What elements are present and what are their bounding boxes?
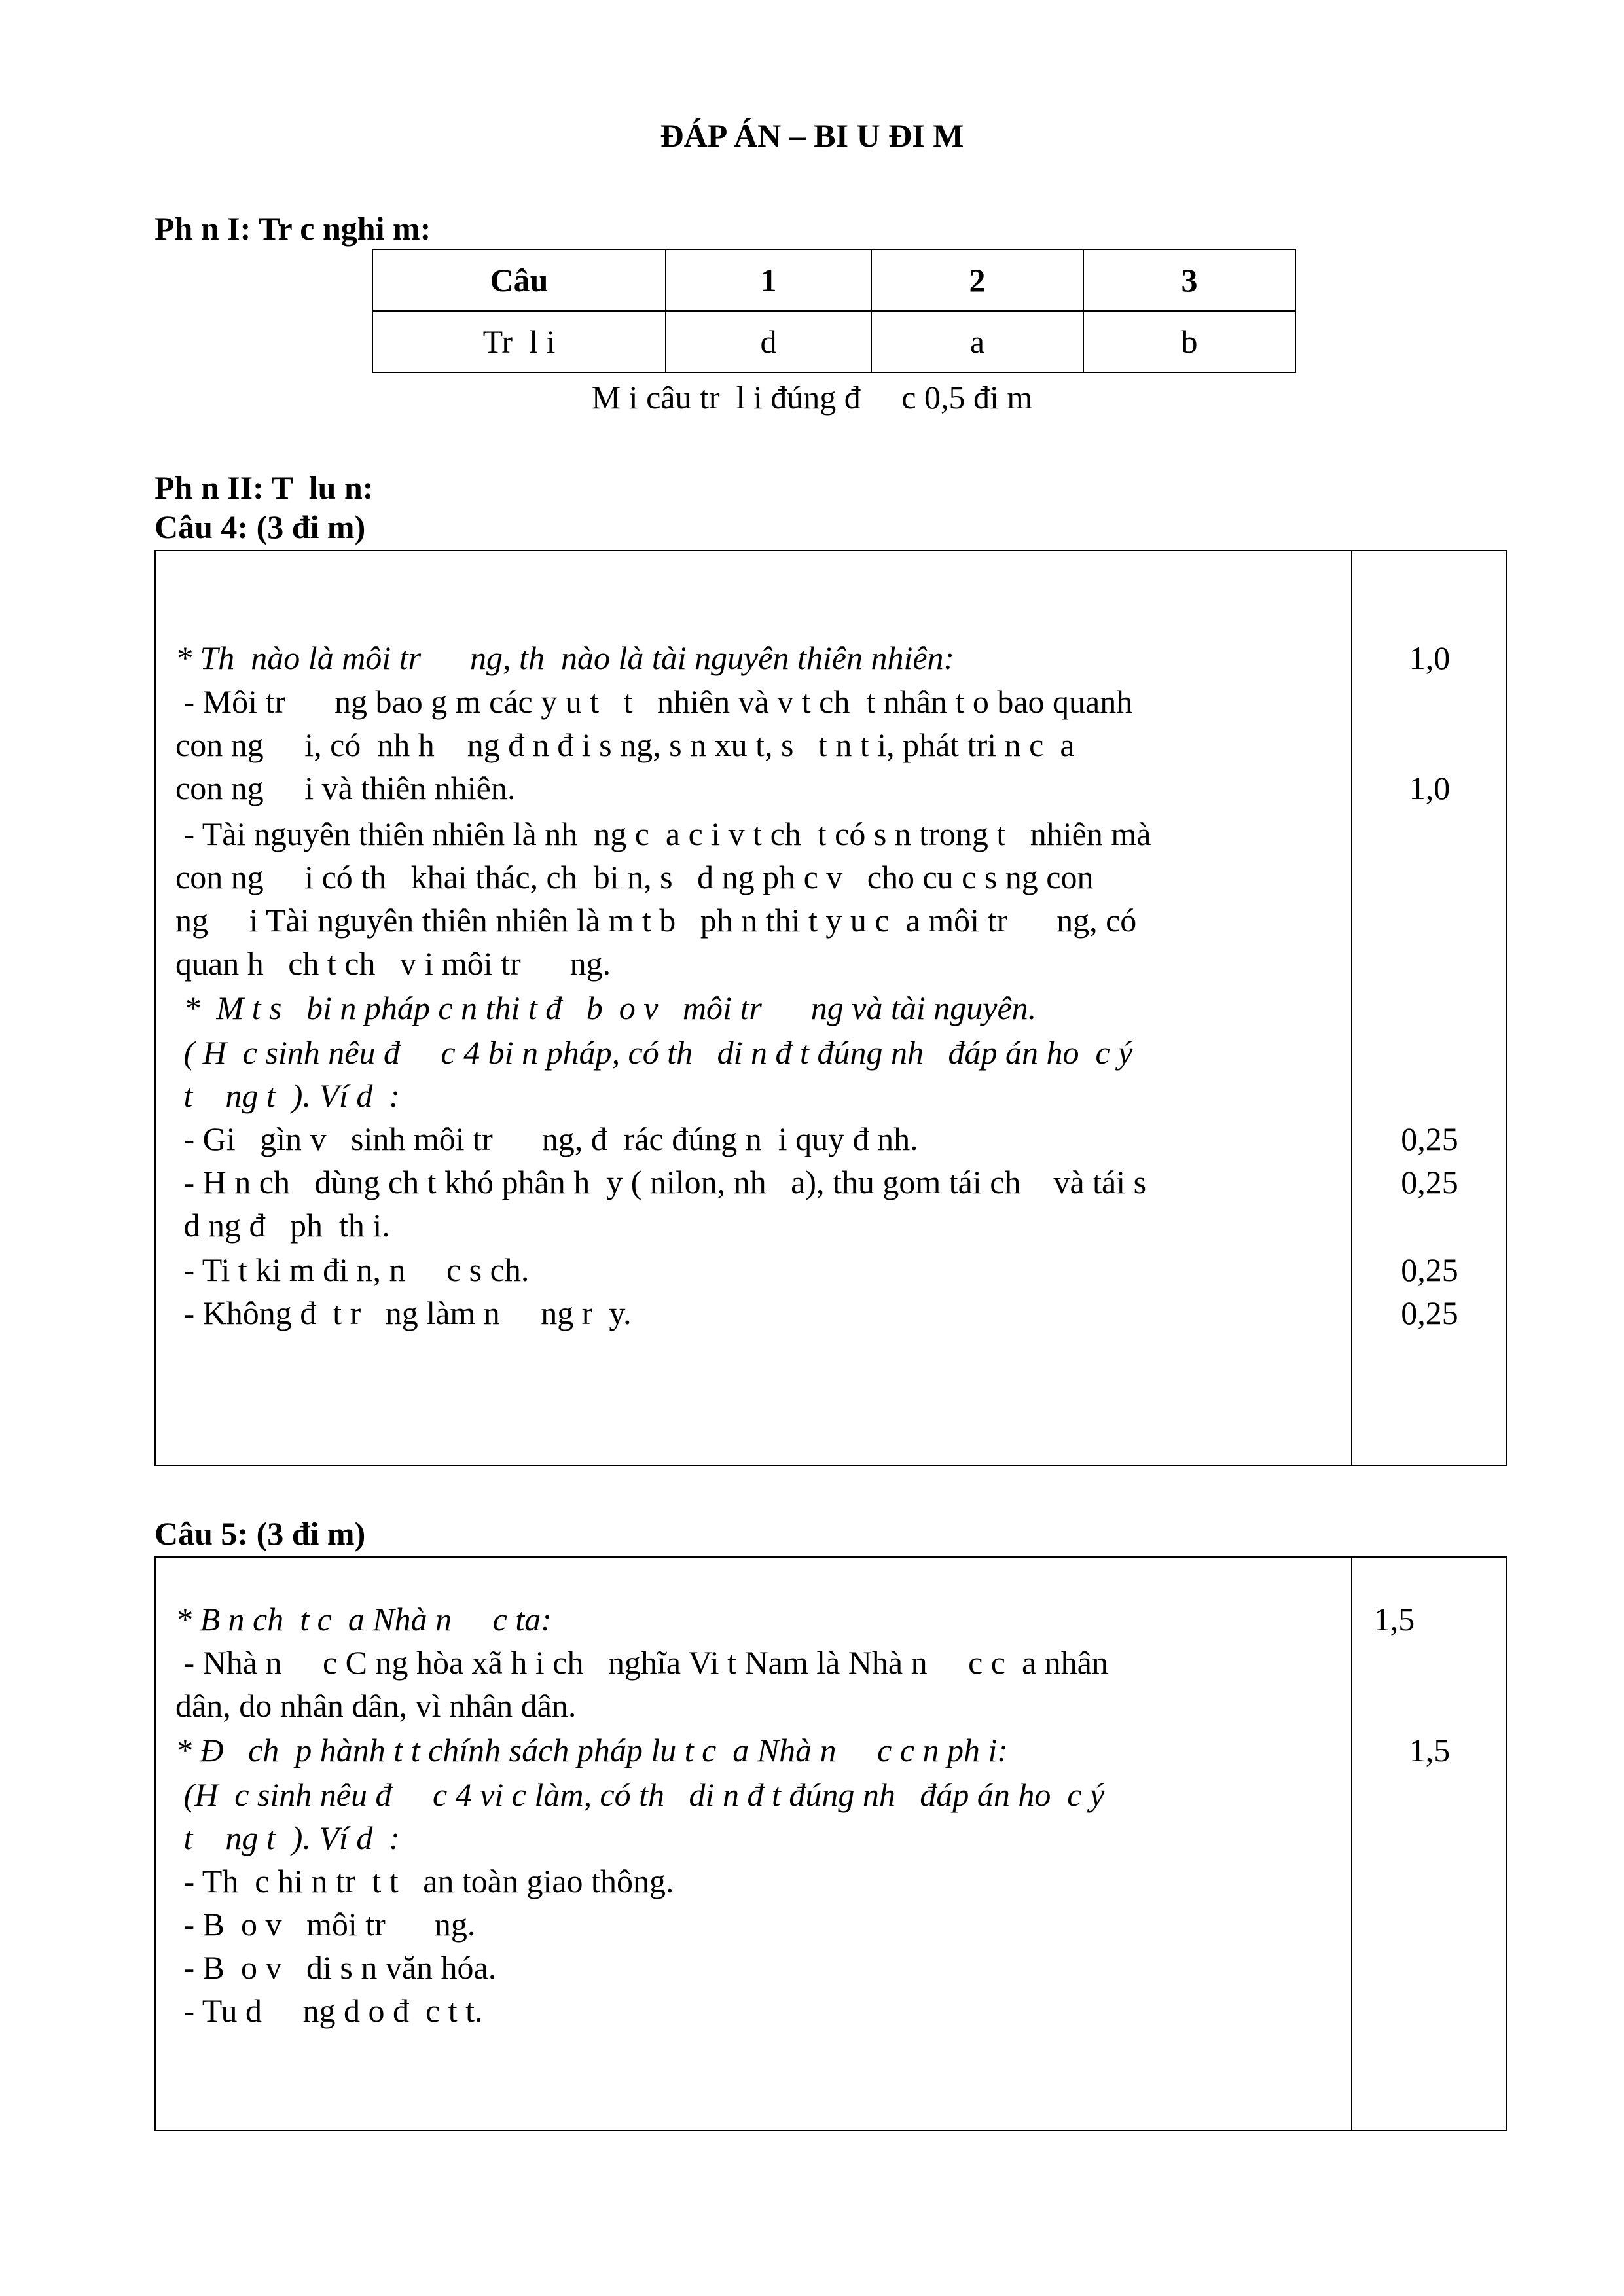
q5-line: t ng t ). Ví d :	[175, 1820, 401, 1856]
q4-points: 1,0	[1409, 770, 1451, 806]
page-title: ĐÁP ÁN – BI U ĐI M	[660, 117, 964, 154]
part2-heading: Ph n II: T lu n:	[154, 469, 374, 506]
q4-points: 0,25	[1401, 1295, 1458, 1331]
table-cell: a	[871, 311, 1083, 372]
table-cell: b	[1083, 311, 1295, 372]
q4-points: 0,25	[1401, 1121, 1458, 1157]
q4-line: - Tài nguyên thiên nhiên là nh ng c a c i v t ch t có s n trong t nhiên mà	[175, 816, 1151, 852]
q4-points: 0,25	[1401, 1251, 1458, 1288]
q4-line: - H n ch dùng ch t khó phân h y ( nilon, nh a), thu gom tái ch và tái s	[175, 1164, 1147, 1200]
q4-line: t ng t ). Ví d :	[175, 1077, 401, 1114]
q4-line: con ng i và thiên nhiên.	[175, 770, 516, 806]
q4-line: - Môi tr ng bao g m các y u t t nhiên và v t ch t nhân t o bao quanh	[175, 683, 1133, 720]
q5-points: 1,5	[1373, 1601, 1415, 1638]
question-5-heading: Câu 5: (3 đi m)	[154, 1515, 366, 1552]
table-header-cell: 1	[666, 249, 871, 311]
table-header-cell: Câu	[372, 249, 666, 311]
q4-line: con ng i, có nh h ng đ n đ i s ng, s n xu t, s t n t i, phát tri n c a	[175, 726, 1075, 763]
q4-line: - Không đ t r ng làm n ng r y.	[175, 1295, 632, 1331]
question-4-heading: Câu 4: (3 đi m)	[154, 509, 366, 545]
q5-line: - Nhà n c C ng hòa xã h i ch nghĩa Vi t Nam là Nhà n c c a nhân	[175, 1644, 1108, 1681]
answer-table-row	[372, 311, 1295, 372]
q4-line: - Ti t ki m đi n, n c s ch.	[175, 1251, 530, 1288]
q4-line: - Gi gìn v sinh môi tr ng, đ rác đúng n i quy đ nh.	[175, 1121, 918, 1157]
q5-line: - Tu d ng d o đ c t t.	[175, 1992, 483, 2029]
q5-line: dân, do nhân dân, vì nhân dân.	[175, 1687, 577, 1724]
scoring-note: M i câu tr l i đúng đ c 0,5 đi m	[591, 379, 1033, 416]
part1-heading: Ph n I: Tr c nghi m:	[154, 210, 431, 247]
q4-line: * M t s bi n pháp c n thi t đ b o v môi tr ng và tài nguyên.	[175, 990, 1037, 1026]
q4-line: ng i Tài nguyên thiên nhiên là m t b ph n thi t y u c a môi tr ng, có	[175, 902, 1137, 939]
q4-points: 1,0	[1409, 639, 1451, 676]
q4-line: con ng i có th khai thác, ch bi n, s d ng ph c v cho cu c s ng con	[175, 859, 1094, 895]
q4-points: 0,25	[1401, 1164, 1458, 1200]
table-header-cell: 3	[1083, 249, 1295, 311]
table-header-cell: 2	[871, 249, 1083, 311]
q5-line: * B n ch t c a Nhà n c ta:	[175, 1601, 552, 1638]
q4-line: quan h ch t ch v i môi tr ng.	[175, 945, 611, 982]
q5-points: 1,5	[1409, 1732, 1451, 1768]
table-cell: Tr l i	[372, 311, 666, 372]
q4-line: * Th nào là môi tr ng, th nào là tài nguyên thiên nhiên:	[175, 639, 955, 676]
q4-line: d ng đ ph th i.	[175, 1207, 390, 1244]
answer-table	[372, 249, 1296, 373]
answer-table-header-row	[372, 249, 1295, 311]
q4-line: ( H c sinh nêu đ c 4 bi n pháp, có th di n đ t đúng nh đáp án ho c ý	[175, 1034, 1133, 1071]
q5-line: * Đ ch p hành t t chính sách pháp lu t c a Nhà n c c n ph i:	[175, 1732, 1009, 1768]
q5-line: - B o v di s n văn hóa.	[175, 1949, 497, 1986]
q5-line: - Th c hi n tr t t an toàn giao thông.	[175, 1863, 674, 1899]
points-column-divider	[1351, 1558, 1352, 2130]
q5-line: - B o v môi tr ng.	[175, 1906, 476, 1943]
table-cell: d	[666, 311, 871, 372]
q5-line: (H c sinh nêu đ c 4 vi c làm, có th di n đ t đúng nh đáp án ho c ý	[175, 1776, 1105, 1813]
